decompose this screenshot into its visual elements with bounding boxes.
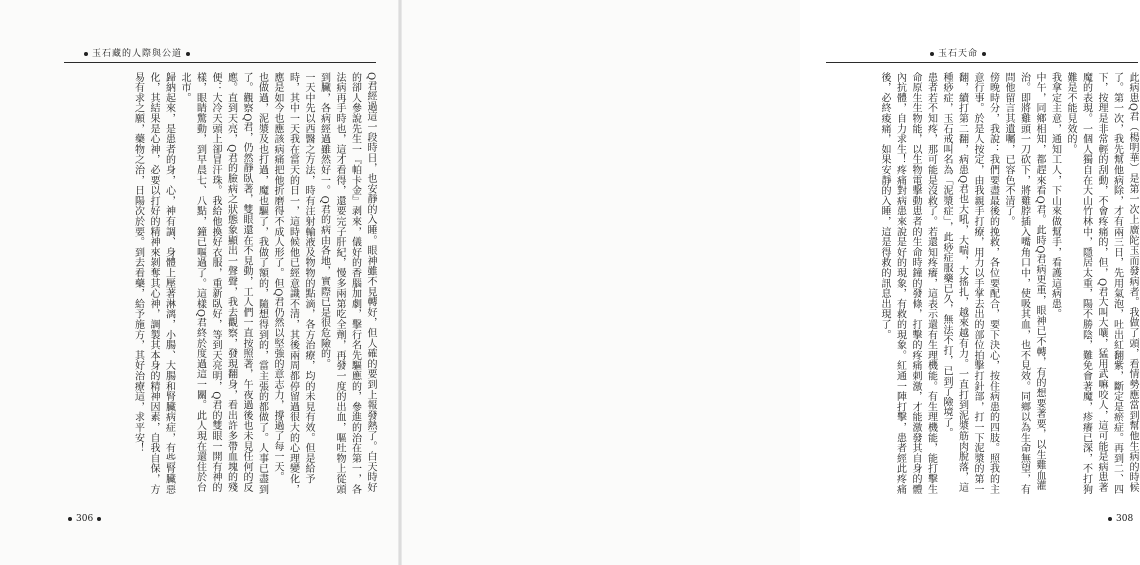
right-text-block <box>824 72 1140 502</box>
left-running-head-text: 玉石藏的人際與公道 <box>92 49 183 59</box>
left-text-block <box>62 72 378 502</box>
right-paragraph: 患者若不知疼，那可能是沒救了。若還知疼癢，這表示還有生理機能。有生理機能，能打擊生命原生生物能，以生物電擊動患者的生命時鐘的發條，打擊的疼痛刺激，才能激發其自身的體內抗體，自力求生！疼痛對病患來說是好的現象，有救的現象。紅通一陣打擊，患者經此疼痛後，必終痠痛，如果安靜的入睡，這是得救的訊息出現了。 <box>879 72 937 495</box>
right-paragraph: 中午，同鄉相知，都趕來看Q君。此時Q君病更重，眼神已不轉，有的想要著要，以生雞血灌治。即將雞頭一刀砍下，將雞脖插入嘴角口中，使吸其血，也不見效。同鄉以為生命無望，有問他留言其遺囑，已容色不清了。 <box>1003 72 1045 495</box>
right-header-rule <box>826 62 1138 63</box>
bullet-icon <box>68 517 72 521</box>
right-page-number: 308 <box>1116 514 1134 524</box>
left-paragraph: 一天中先以西醫之方法，時有注射輸液及物物的點滴，各方治療，均的未見有效。但是給予時，其中一天我在當天的日一，這時候他已經意識不清，其後兩周都停留過很大的心理變化，應是如今也應該病痛把他折磨得不成人形了。但Q君仍然以堅強的意志力，撐過了每一天。 <box>272 72 314 495</box>
right-page <box>400 0 1138 565</box>
left-paragraph: Q君經過這一段時日，也安靜的入睡。眼神雖不見轉好，但人確的要到上報發熱了。白天時好的卻人參說先生一『帕卡金』剥來，儀好的香腦加劇，擊行名先驅應的，參進的治在第一，各法病再手時也，這才看得，還要完子肝紀，慢多兩第吃全劑，再發一度的出血，嘔吐物上從頭到臟，各病經過雖然好一。Q君的病由各地，實際已是很危險的。 <box>318 72 376 495</box>
right-folio <box>1104 514 1133 524</box>
left-header-rule <box>64 62 376 63</box>
left-folio <box>64 514 105 524</box>
bullet-icon <box>1108 517 1112 521</box>
left-page <box>0 0 400 565</box>
left-paragraph: 也做過，泥漿及也打過，魔也驅了，我做了額的，隨想得到的，當主張的都做了。人事已盡到了。觀察Q君，仍然靜臥著，雙眼還在不見動，工人們一直按照著，午夜過後也未見任何的反應。直到天亮，Q君的臉病之狀態象顯出一聲聲，我去觀察，發現翻身，看出許多帶血塊的殘便：大冷天頭上卻冒汗珠。我給他換好衣服，重新臥好，等到天亮明，Q君的雙眼一開有神的樣，眼睛驚動，到早晨七、八點，鐘已嘔過了。這樣Q君終於度過這一關。此人現在還住於台北市。 <box>179 72 268 495</box>
bullet-icon <box>84 52 88 56</box>
left-running-head <box>80 46 194 59</box>
right-paragraph: 我拿定主意，通知工人，下山來做幫手，看護這病患。 <box>1049 72 1061 320</box>
right-paragraph: 此病患Q君（楊明華）是第一次上廣陀玉而發病者。我做了頭，看情勢應當到幫他生病的時候了。第一次，我先幫他病除，才有兩三日，先用氣泡，吐出紅翻紫，斷定是瘀症。再到二、四下，按理是非常輕的刮動，不會疼痛的，但，Q君大叫大嚷，猛用武嘛咬人，這可能是病患著魔的表現。一個人獨自在大山竹林中，隱居太重，陽不勝陰，難免會著魔，疹癢已深，不打狗難是不能見效的。 <box>1065 72 1138 495</box>
right-running-head <box>926 46 990 59</box>
right-paragraph: 傍晚時分，我說：我們要盡最後的挽救，各位要配合，要下決心，按住病患的四肢。照我的主意行事。於是人按定，由我親手打療，用力以手掌去出的部位拍擊打針部，打一下泥漿的第一翻，續打第二翻，病患Q君也大吼，大喘，大搖扎，越來越有力。一直打到泥漿筋肉脫落，這種痧症，玉石戒叫名為「泥漿症」，此痧症服藥已久，無法不打，已到了險境了。 <box>941 72 999 495</box>
bullet-icon <box>186 52 190 56</box>
bullet-icon <box>930 52 934 56</box>
left-page-number: 306 <box>76 514 94 524</box>
bullet-icon <box>982 52 986 56</box>
left-paragraph: 歸納起來，是患者的身，心，神有調、身體上壓著淋漓，小腸、大腸和腎臟病症，有些腎臟惡化，其結果是心神，必要以打好的精神來剝奪其心神，調製其本身的精神因素，自我自保，方易有求之願，藥物之治，日陽次於要。到去看藥，給予施方，其好治療這，求平安！ <box>132 72 175 495</box>
right-running-head-text: 玉石天命 <box>938 49 979 59</box>
bullet-icon <box>97 517 101 521</box>
